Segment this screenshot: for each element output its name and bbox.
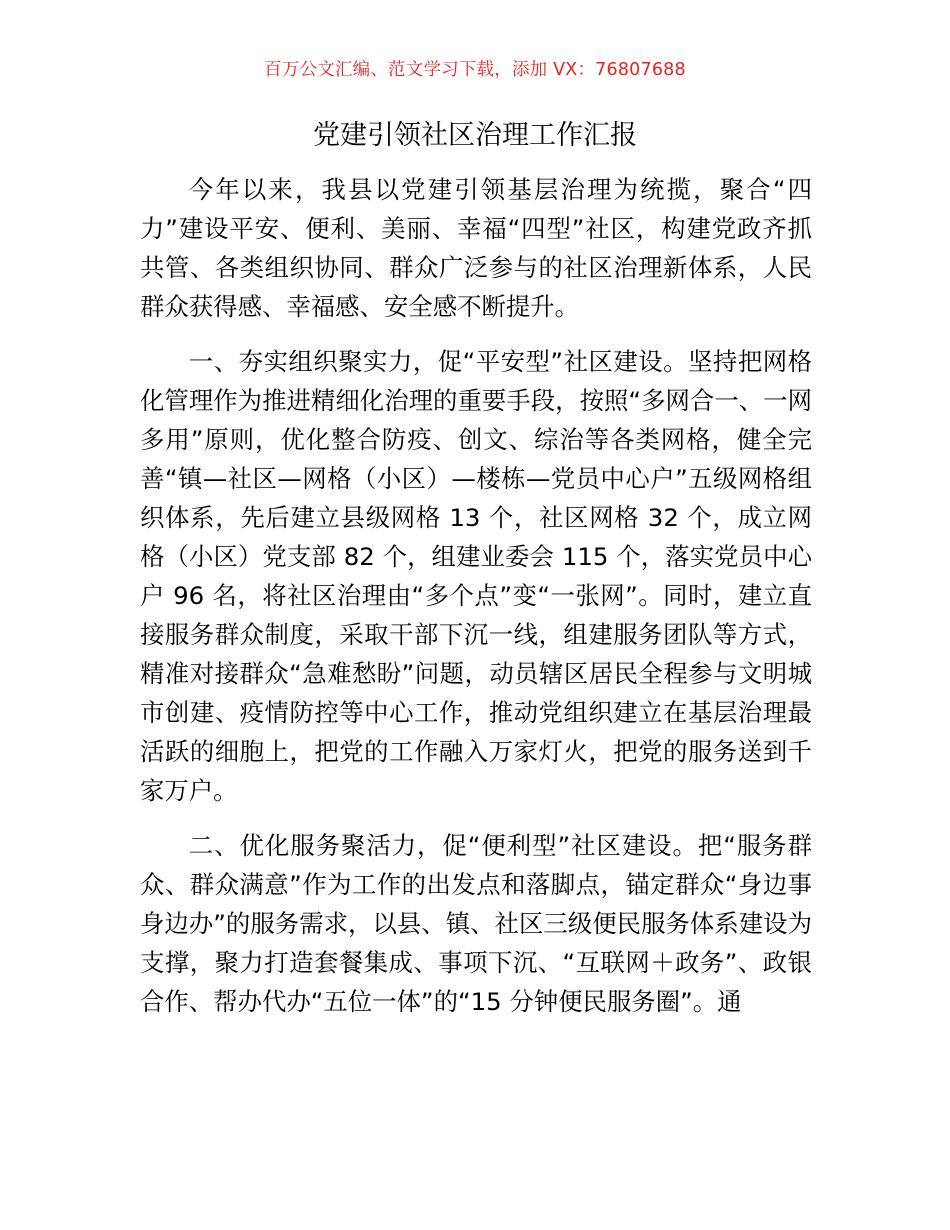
paragraph-intro: 今年以来，我县以党建引领基层治理为统揽，聚合“四力”建设平安、便利、美丽、幸福“四型”社区，构建党政齐抓共管、各类组织协同、群众广泛参与的社区治理新体系，人民群众获得感、幸福感、安全感不断提升。 [140, 175, 812, 321]
paragraph-section-one: 一、夯实组织聚实力，促“平安型”社区建设。坚持把网格化管理作为推进精细化治理的重要手段，按照“多网合一、一网多用”原则，优化整合防疫、创文、综治等各类网格，健全完善“镇—社区—网格（小区）—楼栋—党员中心户”五级网格组织体系，先后建立县级网格 13 个，社区网格 32 个，成立网格（小区）党支部 82 个，组建业委会 115 个，落实党员中心户 96 名，将社区治理由“多个点”变“一张网”。同时，建立直接服务群众制度，采取干部下沉一线，组建服务团队等方式，精准对接群众“急难愁盼”问题，动员辖区居民全程参与文明城市创建、疫情防控等中心工作，推动党组织建立在基层治理最活跃的细胞上，把党的工作融入万家灯火，把党的服务送到千家万户。 [140, 347, 812, 805]
header-watermark-note: 百万公文汇编、范文学习下载，添加 VX：76807688 [264, 60, 686, 80]
paragraph-section-two: 二、优化服务聚活力，促“便利型”社区建设。把“服务群众、群众满意”作为工作的出发点和落脚点，锚定群众“身边事身边办”的服务需求，以县、镇、社区三级便民服务体系建设为支撑，聚力打造套餐集成、事项下沉、“互联网＋政务”、政银合作、帮办代办“五位一体”的“15 分钟便民服务圈”。通 [140, 831, 812, 1016]
document-body [140, 170, 812, 1021]
document-title: 党建引领社区治理工作汇报 [313, 120, 637, 151]
